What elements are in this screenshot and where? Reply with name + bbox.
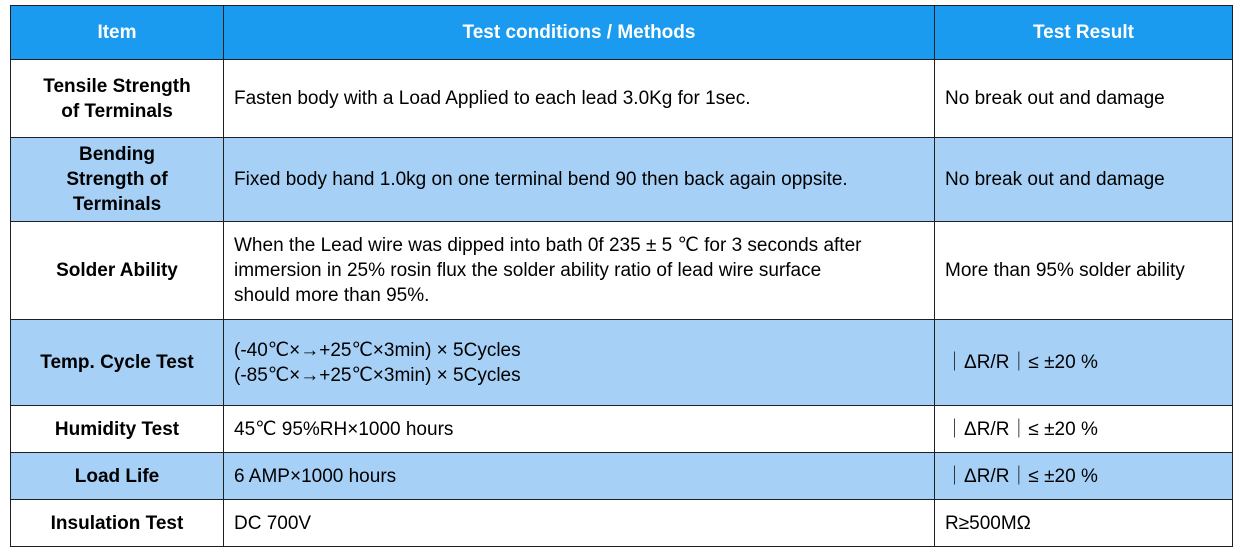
row-result: ｜ΔR/R｜≤ ±20 % [935,453,1233,500]
item-line: Insulation Test [50,512,184,534]
row-item [11,222,224,320]
item-line: Tensile Strength [43,75,191,97]
row-result: ｜ΔR/R｜≤ ±20 % [935,320,1233,406]
row-result: More than 95% solder ability [935,222,1233,320]
test-spec-table-container [10,5,1232,547]
table-row [11,60,1233,138]
header-item: Item [11,6,224,60]
table-row [11,138,1233,222]
row-result: R≥500MΩ [935,500,1233,547]
row-result: ｜ΔR/R｜≤ ±20 % [935,406,1233,453]
item-line: Humidity Test [54,418,180,440]
conditions-line: immersion in 25% rosin flux the solder ability ratio of lead wire surface [234,260,822,281]
item-line: Terminals [72,194,162,215]
item-line: Bending [79,144,155,165]
conditions-line: (-40℃×→+25℃×3min) × 5Cycles [234,339,521,361]
row-result: No break out and damage [935,138,1233,222]
row-item [11,320,224,406]
conditions-line: Fixed body hand 1.0kg on one terminal bend 90 then back again oppsite. [234,169,848,190]
item-line: Load Life [74,465,160,487]
row-item [11,453,224,500]
row-item [11,138,224,222]
item-line: Solder Ability [56,260,178,281]
conditions-line: When the Lead wire was dipped into bath 0f 235 ± 5 ℃ for 3 seconds after [234,235,862,256]
conditions-line: should more than 95%. [234,285,430,306]
row-item [11,60,224,138]
conditions-line: (-85℃×→+25℃×3min) × 5Cycles [234,364,521,386]
row-conditions [224,500,935,547]
test-spec-table [10,5,1233,547]
table-row [11,500,1233,547]
table-row [11,406,1233,453]
row-item [11,500,224,547]
row-conditions [224,60,935,138]
item-line: Strength of [66,169,168,190]
conditions-line: Fasten body with a Load Applied to each lead 3.0Kg for 1sec. [234,88,751,109]
table-header-row [11,6,1233,60]
header-result: Test Result [935,6,1233,60]
conditions-line: 6 AMP×1000 hours [234,465,397,487]
row-item [11,406,224,453]
table-row [11,453,1233,500]
item-line: of Terminals [61,100,173,122]
row-conditions [224,320,935,406]
conditions-line: 45℃ 95%RH×1000 hours [234,418,454,440]
table-row [11,320,1233,406]
row-result: No break out and damage [935,60,1233,138]
row-conditions [224,453,935,500]
item-line: Temp. Cycle Test [40,352,194,373]
header-conditions: Test conditions / Methods [224,6,935,60]
row-conditions [224,222,935,320]
table-row [11,222,1233,320]
row-conditions [224,406,935,453]
conditions-line: DC 700V [234,512,312,534]
row-conditions [224,138,935,222]
